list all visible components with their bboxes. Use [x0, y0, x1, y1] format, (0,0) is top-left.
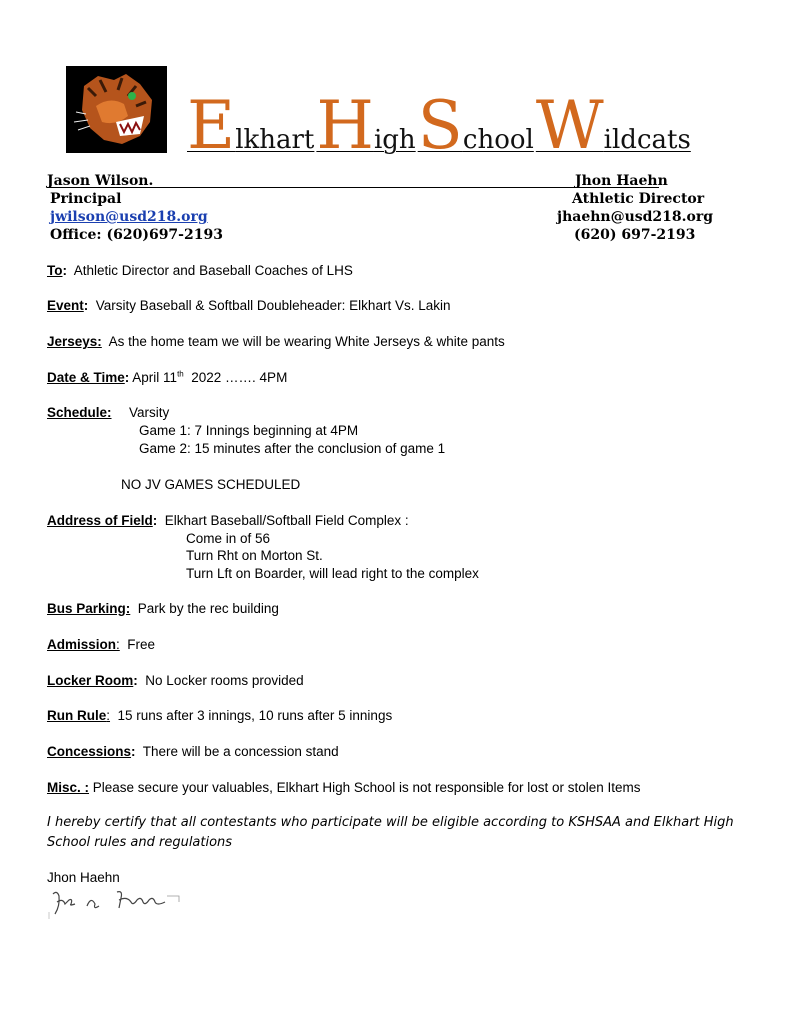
schedule-varsity: Varsity: [129, 405, 170, 420]
principal-email-link[interactable]: jwilson@usd218.org: [50, 209, 208, 225]
bus-parking-row: Bus Parking: Park by the rec building: [47, 601, 279, 616]
athletic-director-contact: [557, 172, 757, 244]
handwritten-signature: [47, 886, 181, 920]
run-rule-row: Run Rule: 15 runs after 3 innings, 10 runs after 5 innings: [47, 708, 393, 723]
to-row: To: Athletic Director and Baseball Coaches of LHS: [47, 263, 353, 278]
school-banner: [187, 87, 691, 164]
address-direction: Turn Lft on Boarder, will lead right to the complex: [186, 566, 479, 581]
banner-rest: chool: [462, 125, 534, 155]
date-row: Date & Time: April 11th 2022 ……. 4PM: [47, 369, 288, 385]
ad-phone: (620) 697-2193: [574, 227, 696, 243]
banner-word-school: [417, 87, 534, 164]
banner-word-elkhart: [187, 87, 315, 164]
principal-contact: [47, 172, 577, 244]
banner-rest: ildcats: [603, 125, 691, 155]
schedule-game2: Game 2: 15 minutes after the conclusion of game 1: [139, 441, 446, 456]
admission-row: Admission: Free: [47, 637, 156, 652]
banner-cap: E: [187, 87, 236, 164]
address-row: Address of Field: Elkhart Baseball/Softball Field Complex :: [47, 513, 409, 528]
certification-statement: I hereby certify that all contestants who participate will be eligible according to KSHSAA and Elkhart High School rules and regulations: [47, 815, 734, 850]
principal-title: Principal: [50, 191, 122, 207]
address-direction: Turn Rht on Morton St.: [186, 548, 323, 563]
banner-rest: igh: [373, 125, 416, 155]
banner-word-high: [316, 87, 416, 164]
banner-cap: S: [417, 87, 463, 164]
event-row: Event: Varsity Baseball & Softball Doubleheader: Elkhart Vs. Lakin: [47, 298, 451, 313]
ad-title: Athletic Director: [572, 191, 705, 207]
principal-phone: Office: (620)697-2193: [50, 227, 223, 243]
ad-name: Jhon Haehn: [575, 173, 668, 189]
schedule-jv: NO JV GAMES SCHEDULED: [121, 477, 301, 492]
banner-rest: lkhart: [235, 125, 315, 155]
locker-room-row: Locker Room: No Locker rooms provided: [47, 673, 304, 688]
schedule-row: Schedule:: [47, 405, 112, 420]
wildcat-mascot-icon: [66, 66, 167, 153]
address-direction: Come in of 56: [186, 531, 271, 546]
wildcat-logo: [66, 66, 167, 153]
banner-cap: W: [535, 87, 604, 164]
schedule-game1: Game 1: 7 Innings beginning at 4PM: [139, 423, 359, 438]
ad-email: jhaehn@usd218.org: [557, 209, 714, 225]
misc-row: Misc. : Please secure your valuables, Elkhart High School is not responsible for lost or stolen Items: [47, 780, 641, 795]
concessions-row: Concessions: There will be a concession stand: [47, 744, 339, 759]
principal-name: Jason Wilson.: [47, 173, 154, 189]
jerseys-row: Jerseys: As the home team we will be wearing White Jerseys & white pants: [47, 334, 505, 349]
banner-word-wildcats: [535, 87, 691, 164]
banner-cap: H: [316, 87, 374, 164]
signer-name: Jhon Haehn: [47, 870, 120, 885]
